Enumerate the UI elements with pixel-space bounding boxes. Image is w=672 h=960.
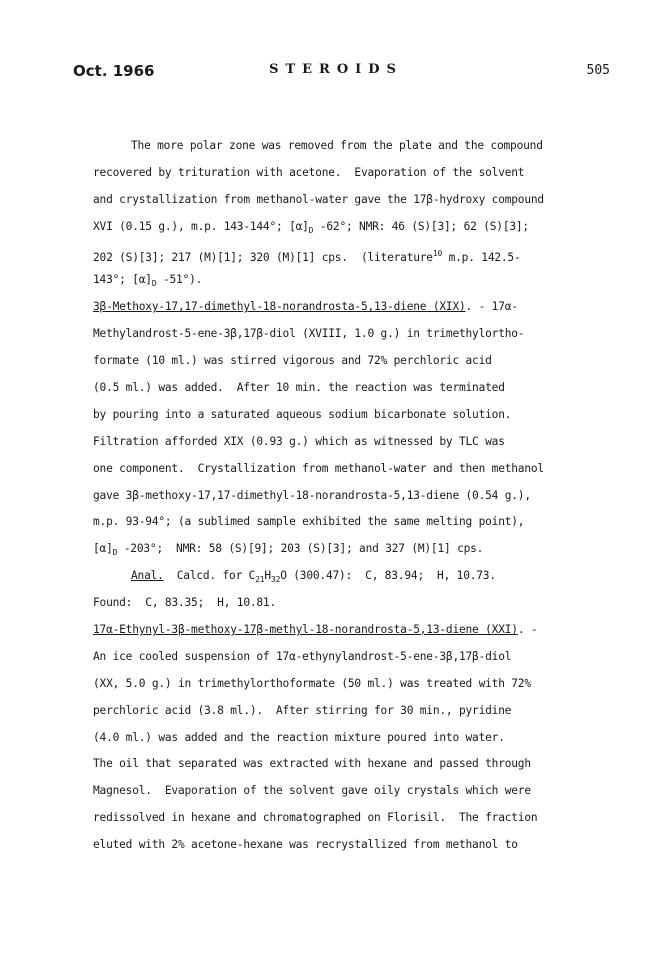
text-line: Filtration afforded XIX (0.93 g.) which as witnessed by TLC was [93,434,505,448]
text-line: recovered by trituration with acetone. Evaporation of the solvent [93,165,525,179]
text-line: eluted with 2% acetone-hexane was recrystallized from methanol to [93,838,518,852]
header-date: Oct. 1966 [73,62,155,80]
text-line: redissolved in hexane and chromatographed on Florisil. The fraction [93,811,538,825]
text-line: formate (10 ml.) was stirred vigorous and 72% perchloric acid [93,354,492,368]
text-line: The oil that separated was extracted with hexane and passed through [93,757,531,771]
text-line: Methylandrost-5-ene-3β,17β-diol (XVIII, 1.0 g.) in trimethylortho- [93,327,525,341]
body-text [93,133,613,859]
text-line: and crystallization from methanol-water gave the 17β-hydroxy compound [93,192,544,206]
text-line: (0.5 ml.) was added. After 10 min. the reaction was terminated [93,381,505,395]
header-page-number: 505 [586,63,610,78]
text-line: XVI (0.15 g.), m.p. 143-144°; $[\alpha]_D$ -62°; NMR: 46 (S)[3]; 62 (S)[3]; [93,219,529,235]
text-line: An ice cooled suspension of 17α-ethynylandrost-5-ene-3β,17β-diol [93,649,512,663]
text-line: m.p. 93-94°; (a sublimed sample exhibited the same melting point), [93,515,525,529]
text-line: 143°; $[\alpha]_D$ -51°). [93,273,203,289]
text-line: gave 3β-methoxy-17,17-dimethyl-18-norandrosta-5,13-diene (0.54 g.), [93,488,531,502]
text-line: 17α-Ethynyl-3β-methoxy-17β-methyl-18-norandrosta-5,13-diene (XXI). - [93,623,538,637]
text-line: 3β-Methoxy-17,17-dimethyl-18-norandrosta-5,13-diene (XIX). - 17α- [93,300,518,314]
text-line: (XX, 5.0 g.) in trimethylorthoformate (50 ml.) was treated with 72% [93,676,531,690]
text-line: Magnesol. Evaporation of the solvent gave oily crystals which were [93,784,531,798]
running-header [0,62,672,86]
text-line: perchloric acid (3.8 ml.). After stirring for 30 min., pyridine [93,703,512,717]
header-journal-title: STEROIDS [269,62,403,77]
text-line: (4.0 ml.) was added and the reaction mixture poured into water. [93,730,505,744]
text-line: $[\alpha]_D$ -203°; NMR: 58 (S)[9]; 203 (S)[3]; and 327 (M)[1] cps. [93,542,484,558]
text-line: The more polar zone was removed from the plate and the compound [131,139,543,152]
text-line: Anal. Calcd. for $C_{21}H_{32}O$ (300.47): C, 83.94; H, 10.73. [131,569,496,585]
text-line: Found: C, 83.35; H, 10.81. [93,596,276,610]
text-line: by pouring into a saturated aqueous sodium bicarbonate solution. [93,407,512,421]
text-line: 202 (S)[3]; 217 (M)[1]; 320 (M)[1] cps. (literature$^{10}$ m.p. 142.5- [93,248,521,264]
text-line: one component. Crystallization from methanol-water and then methanol [93,461,544,475]
